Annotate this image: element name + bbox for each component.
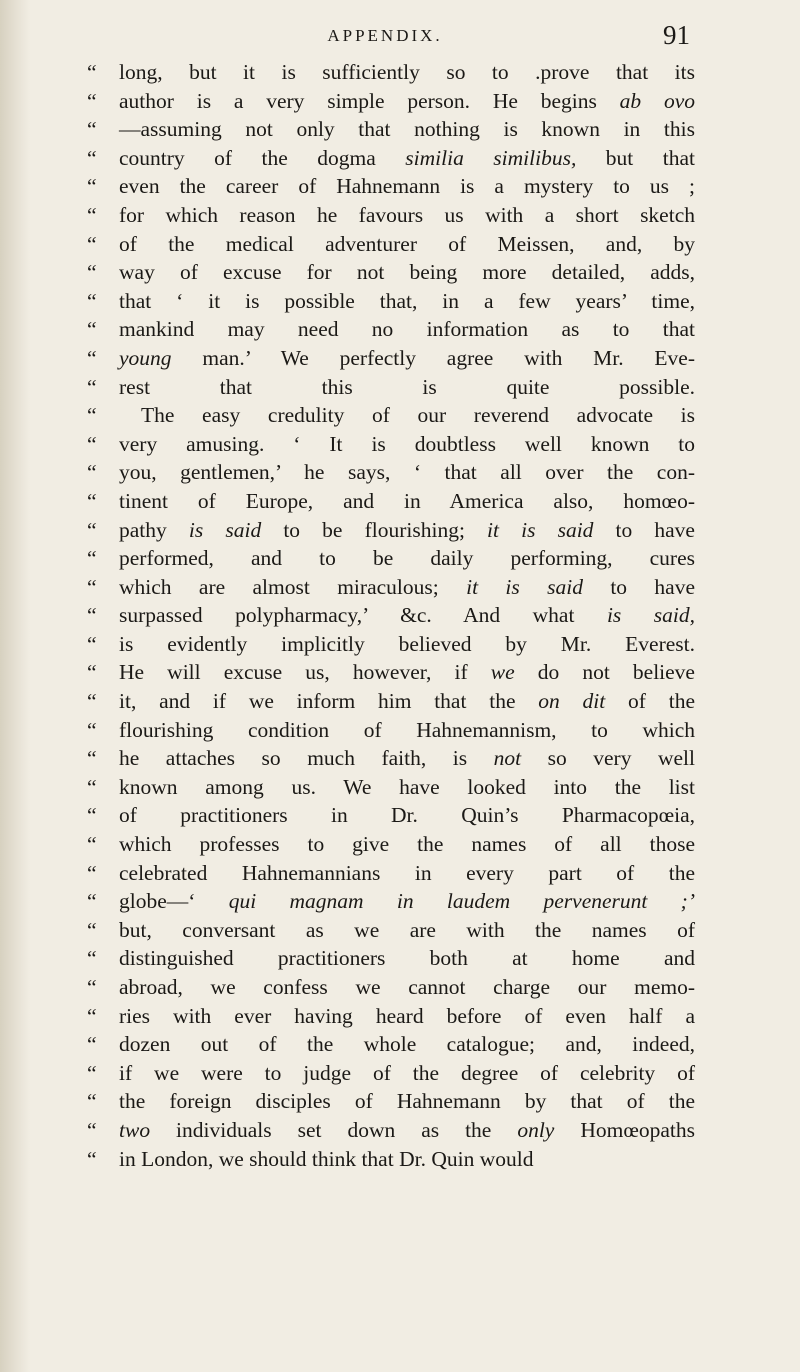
- text-line: [87, 573, 697, 602]
- quote-mark: “: [87, 88, 97, 113]
- text-line: [87, 1116, 697, 1145]
- line-text: flourishing condition of Hahnemannism, to which: [119, 717, 695, 742]
- quote-mark: “: [87, 803, 97, 828]
- line-text: pathy is said to be flourishing; it is said to have: [119, 517, 695, 542]
- line-text: The easy credulity of our reverend advocate is: [141, 403, 695, 428]
- line-text: very amusing. ‘ It is doubtless well known to: [119, 431, 695, 456]
- line-text: celebrated Hahnemannians in every part of the: [119, 860, 695, 885]
- text-line: [87, 287, 697, 316]
- quote-mark: “: [87, 431, 97, 456]
- quote-mark: “: [87, 917, 97, 942]
- text-line: [87, 630, 697, 659]
- quote-mark: “: [87, 1089, 97, 1114]
- quote-mark: “: [87, 60, 97, 84]
- line-text: two individuals set down as the only Homœopaths: [119, 1117, 695, 1142]
- text-line: [87, 887, 697, 916]
- line-text: performed, and to be daily performing, cures: [119, 546, 695, 571]
- text-line: [87, 401, 697, 430]
- line-text: even the career of Hahnemann is a mystery to us ;: [119, 174, 695, 199]
- text-line: [87, 172, 697, 201]
- line-text: distinguished practitioners both at home and: [119, 946, 695, 971]
- text-line: [87, 944, 697, 973]
- line-text: he attaches so much faith, is not so very well: [119, 746, 695, 771]
- text-line: [87, 201, 697, 230]
- text-line: [87, 1145, 697, 1174]
- quote-mark: “: [87, 174, 97, 199]
- text-line: [87, 544, 697, 573]
- line-text: way of excuse for not being more detailed, adds,: [119, 260, 695, 285]
- line-text: of practitioners in Dr. Quin’s Pharmacopœia,: [119, 803, 695, 828]
- quote-mark: “: [87, 231, 97, 256]
- text-line: [87, 87, 697, 116]
- text-line: [87, 144, 697, 173]
- line-text: of the medical adventurer of Meissen, and, by: [119, 231, 695, 256]
- quote-mark: “: [87, 546, 97, 571]
- text-line: [87, 344, 697, 373]
- text-line: [87, 716, 697, 745]
- line-text: globe—‘ qui magnam in laudem pervenerunt ;’: [119, 889, 695, 914]
- quote-mark: “: [87, 1032, 97, 1057]
- quote-mark: “: [87, 1060, 97, 1085]
- quote-mark: “: [87, 202, 97, 227]
- quote-mark: “: [87, 1117, 97, 1142]
- page-spine-shadow: [0, 0, 30, 1372]
- text-line: [87, 916, 697, 945]
- line-text: known among us. We have looked into the list: [119, 774, 695, 799]
- quote-mark: “: [87, 631, 97, 656]
- line-text: the foreign disciples of Hahnemann by that of the: [119, 1089, 695, 1114]
- line-text: but, conversant as we are with the names of: [119, 917, 695, 942]
- line-text: is evidently implicitly believed by Mr. Everest.: [119, 631, 695, 656]
- line-text: rest that this is quite possible.: [119, 374, 695, 399]
- line-text: mankind may need no information as to that: [119, 317, 695, 342]
- running-head: APPENDIX.: [327, 26, 443, 45]
- quote-mark: “: [87, 374, 97, 399]
- line-text: if we were to judge of the degree of celebrity of: [119, 1060, 695, 1085]
- quote-mark: “: [87, 145, 97, 170]
- line-text: long, but it is sufficiently so to .prove that its: [119, 60, 695, 84]
- text-line: [87, 1087, 697, 1116]
- text-line: [87, 744, 697, 773]
- text-line: [87, 373, 697, 402]
- text-line: [87, 687, 697, 716]
- quote-mark: “: [87, 317, 97, 342]
- quote-mark: “: [87, 1003, 97, 1028]
- body-text: [87, 58, 697, 1173]
- line-text: ries with ever having heard before of even half a: [119, 1003, 695, 1028]
- quote-mark: “: [87, 260, 97, 285]
- quote-mark: “: [87, 946, 97, 971]
- text-line: [87, 487, 697, 516]
- quote-mark: “: [87, 860, 97, 885]
- quote-mark: “: [87, 689, 97, 714]
- line-text: it, and if we inform him that the on dit of the: [119, 689, 695, 714]
- quote-mark: “: [87, 403, 97, 428]
- quote-mark: “: [87, 345, 97, 370]
- line-text: which professes to give the names of all those: [119, 832, 695, 857]
- line-text: for which reason he favours us with a short sketch: [119, 202, 695, 227]
- line-text: country of the dogma similia similibus, but that: [119, 145, 695, 170]
- page-header: [80, 20, 690, 54]
- quote-mark: “: [87, 717, 97, 742]
- line-text: you, gentlemen,’ he says, ‘ that all over the con-: [119, 460, 695, 485]
- line-text: in London, we should think that Dr. Quin would: [119, 1146, 534, 1171]
- quote-mark: “: [87, 774, 97, 799]
- text-line: [87, 1059, 697, 1088]
- line-text: young man.’ We perfectly agree with Mr. Eve-: [119, 345, 695, 370]
- text-line: [87, 801, 697, 830]
- line-text: tinent of Europe, and in America also, homœo-: [119, 488, 695, 513]
- line-text: dozen out of the whole catalogue; and, indeed,: [119, 1032, 695, 1057]
- text-line: [87, 516, 697, 545]
- quote-mark: “: [87, 660, 97, 685]
- quote-mark: “: [87, 603, 97, 628]
- text-line: [87, 1002, 697, 1031]
- text-line: [87, 115, 697, 144]
- quote-mark: “: [87, 288, 97, 313]
- quote-mark: “: [87, 746, 97, 771]
- line-text: abroad, we confess we cannot charge our memo-: [119, 975, 695, 999]
- text-line: [87, 859, 697, 888]
- quote-mark: “: [87, 574, 97, 599]
- quote-mark: “: [87, 975, 97, 999]
- quote-mark: “: [87, 117, 97, 142]
- line-text: author is a very simple person. He begins ab ovo: [119, 88, 695, 113]
- quote-mark: “: [87, 488, 97, 513]
- quote-mark: “: [87, 1146, 97, 1171]
- line-text: surpassed polypharmacy,’ &c. And what is said,: [119, 603, 695, 628]
- line-text: that ‘ it is possible that, in a few years’ time,: [119, 288, 695, 313]
- text-line: [87, 58, 697, 87]
- text-line: [87, 458, 697, 487]
- line-text: which are almost miraculous; it is said to have: [119, 574, 695, 599]
- text-line: [87, 230, 697, 259]
- line-text: He will excuse us, however, if we do not believe: [119, 660, 695, 685]
- quote-mark: “: [87, 832, 97, 857]
- line-text: —assuming not only that nothing is known in this: [119, 117, 695, 142]
- text-line: [87, 601, 697, 630]
- text-line: [87, 258, 697, 287]
- text-line: [87, 1030, 697, 1059]
- page-number: 91: [663, 20, 690, 50]
- quote-mark: “: [87, 460, 97, 485]
- quote-mark: “: [87, 889, 97, 914]
- text-line: [87, 315, 697, 344]
- text-line: [87, 658, 697, 687]
- text-line: [87, 430, 697, 459]
- quote-mark: “: [87, 517, 97, 542]
- text-line: [87, 973, 697, 1002]
- text-line: [87, 773, 697, 802]
- text-line: [87, 830, 697, 859]
